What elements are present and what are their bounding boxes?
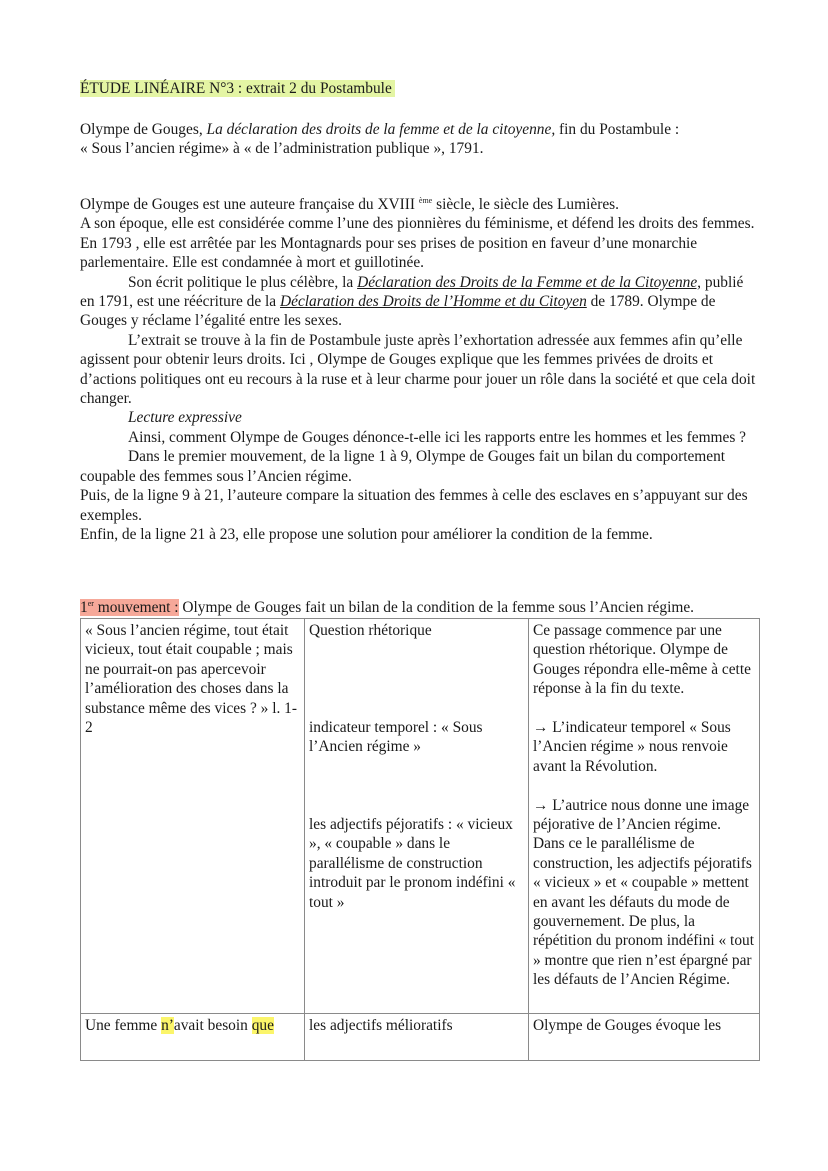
intro-work [80,273,760,331]
movement-label-text: mouvement : [93,599,179,616]
work-title-homme: Déclaration des Droits de l’Homme et du Citoyen [280,293,587,311]
intro-p3-a: Son écrit politique le plus célèbre, la [128,273,358,291]
lecture-expressive: Lecture expressive [128,409,242,427]
interpretation-melioratifs: Olympe de Gouges évoque les [533,1017,722,1035]
quote-part: avait besoin [173,1017,252,1035]
problematique: Ainsi, comment Olympe de Gouges dénonce-t-elle ici les rapports entre les hommes et les femmes ? [128,428,747,446]
intro-p1-a: Olympe de Gouges est une auteure française du XVIII [80,196,419,213]
quote-text: « Sous l’ancien régime, tout était vicieux, tout était coupable ; mais ne pourrait-on pas apercevoir l’amélioration des choses dans la substance même des vices ? » l. 1-2 [85,622,297,737]
intro-p3-b: publié en 1791, est une réécriture de la [80,273,744,311]
plan-mouvement-2: Puis, de la ligne 9 à 21, l’auteure compare la situation des femmes à celle des esclaves en s’appuyant sur des exemples. [80,487,748,524]
quote-highlight-que: que [251,1017,274,1035]
reference-rest: fin du Postambule : [555,121,680,138]
procede-melioratifs: les adjectifs mélioratifs [309,1017,453,1035]
quote-highlight-negation: n’ [161,1017,174,1035]
procede-adjectifs: les adjectifs péjoratifs : « vicieux », « coupable » dans le parallélisme de construction introduit par le pronom indéfini « tout » [309,815,516,911]
cell-procedes [305,619,529,1014]
reference-line2: « Sous l’ancien régime» à « de l’administration publique », 1791. [80,140,484,158]
reference-work: La déclaration des droits de la femme et de la citoyenne, [206,121,556,138]
analysis-table [80,618,760,1061]
intro-situation: L’extrait se trouve à la fin de Postambule juste après l’exhortation adressée aux femmes afin qu’elle agissent pour obtenir leurs droits. Ici , Olympe de Gouges explique que les femmes privées de droits et d’actions politiques ont eu recours à la ruse et à leur charme pour jouer un rôle dans la société et que cela doit changer. [80,331,756,408]
movement-sup: er [87,599,94,608]
quote-part: Une femme [85,1017,162,1035]
plan-mouvement-1: Dans le premier mouvement, de la ligne 1 à 9, Olympe de Gouges fait un bilan du comportement coupable des femmes sous l’Ancien régime. [80,448,726,485]
intro-p1-sup: ème [418,196,433,205]
introduction [80,195,760,544]
cell-procedes [305,1014,529,1061]
intro-author-century [80,195,760,214]
table-row [81,619,760,1014]
cell-quote [81,619,305,1014]
title-highlight: ÉTUDE LINÉAIRE N°3 : extrait 2 du Postambule [80,80,395,97]
cell-quote [81,1014,305,1061]
plan-mouvement-3: Enfin, de la ligne 21 à 23, elle propose une solution pour améliorer la condition de la femme. [80,525,653,543]
procede-temporel: indicateur temporel : « Sous l’Ancien régime » [309,718,483,756]
page-title [80,79,395,98]
intro-biography: A son époque, elle est considérée comme l’une des pionnières du féminisme, et défend les droits des femmes. En 1793 , elle est arrêtée par les Montagnards pour ses prises de position en faveur d’une monarchie parlementaire. Elle est condamnée à mort et guillotinée. [80,215,755,272]
movement-number: 1 [80,599,88,616]
interpretation-question: Ce passage commence par une question rhétorique. Olympe de Gouges répondra elle-même à cette réponse à la fin du texte. [533,622,751,698]
interpretation-adjectifs: → L’autrice nous donne une image péjorative de l’Ancien régime. Dans ce le parallélisme de construction, les adjectifs péjoratifs « vicieux » et « coupable » mettent en avant les défauts du mode de gouvernement. De plus, la répétition du pronom indéfini « tout » montre que rien n’est épargné par les défauts de l’Ancien Régime. [533,796,754,989]
movement-label [80,599,179,616]
movement-summary: Olympe de Gouges fait un bilan de la condition de la femme sous l’Ancien régime. [178,599,695,616]
cell-interpretations [529,619,760,1014]
text-reference [80,120,760,159]
reference-author: Olympe de Gouges, [80,121,207,138]
work-title-femme: Déclaration des Droits de la Femme et de la Citoyenne, [357,273,702,291]
interpretation-temporel: → L’indicateur temporel « Sous l’Ancien régime » nous renvoie avant la Révolution. [533,719,731,775]
movement-heading [80,598,770,617]
procede-question: Question rhétorique [309,622,432,639]
intro-p1-b: siècle, le siècle des Lumières. [432,196,619,213]
cell-interpretations [529,1014,760,1061]
intro-p3-c: de 1789. Olympe de Gouges y réclame l’égalité entre les sexes. [80,293,716,330]
table-row [81,1014,760,1061]
